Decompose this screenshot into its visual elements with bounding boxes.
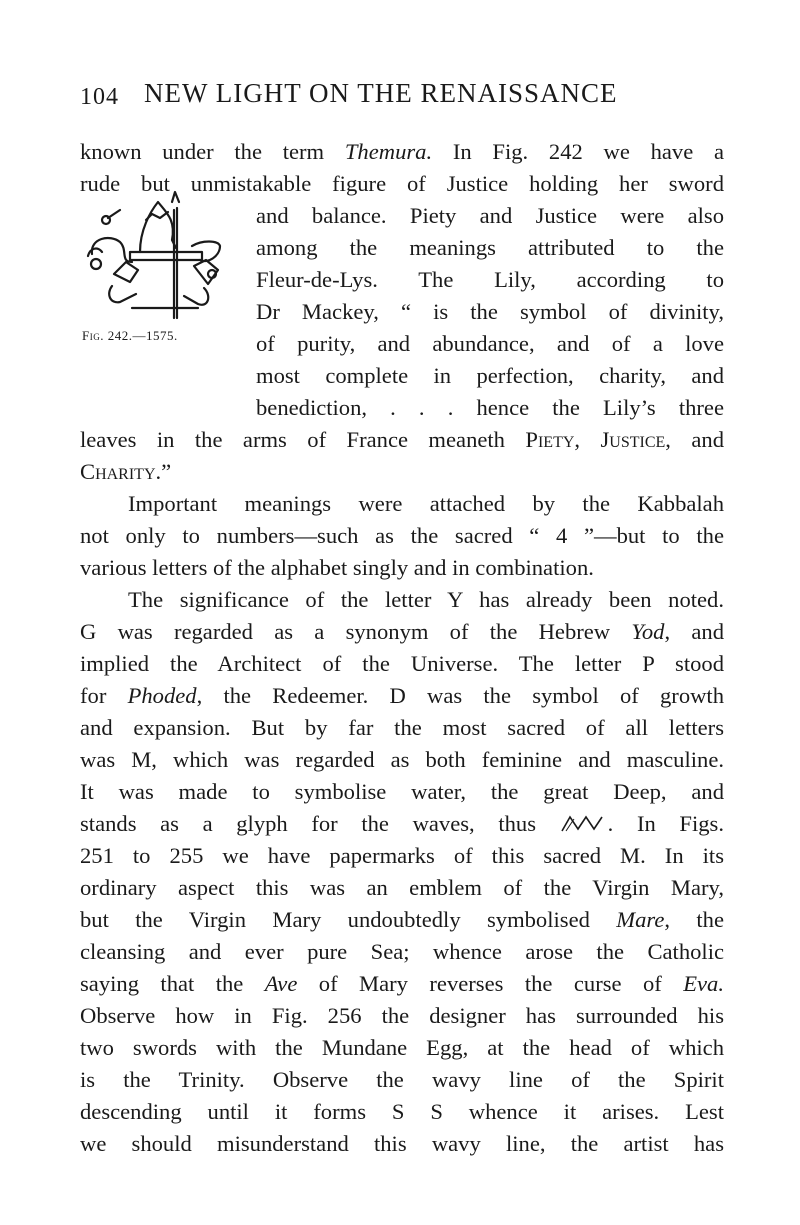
text-line: cleansing and ever pure Sea; whence arose the Catholic: [80, 939, 724, 964]
text-line: known under the term Themura. In Fig. 242 we have a: [80, 139, 724, 164]
text-line: It was made to symbolise water, the great Deep, and: [80, 779, 724, 804]
text-line: not only to numbers—such as the sacred “ 4 ”—but to the: [80, 523, 724, 548]
wave-glyph-icon: [560, 813, 608, 833]
text-line: Fleur-de-Lys. The Lily, according to: [256, 267, 724, 292]
text-line: leaves in the arms of France meaneth Piety, Justice, and: [80, 427, 725, 452]
figure-caption: Fig. 242.—1575.: [82, 328, 178, 343]
text-line: is the Trinity. Observe the wavy line of the Spirit: [80, 1067, 724, 1092]
text-line: Dr Mackey, “ is the symbol of divinity,: [256, 299, 724, 324]
text-line: we should misunderstand this wavy line, the artist has: [80, 1131, 724, 1156]
text-line: of purity, and abundance, and of a love: [256, 331, 724, 356]
text-line: saying that the Ave of Mary reverses the curse of Eva.: [80, 971, 724, 996]
page-number: 104: [80, 84, 119, 110]
text-line: among the meanings attributed to the: [256, 235, 724, 260]
text-line: but the Virgin Mary undoubtedly symbolised Mare, the: [80, 907, 724, 932]
text-line: implied the Architect of the Universe. The letter P stood: [80, 651, 724, 676]
text-line: rude but unmistakable figure of Justice holding her sword: [80, 171, 724, 196]
text-line: Important meanings were attached by the Kabbalah: [128, 491, 724, 516]
text-line: 251 to 255 we have papermarks of this sacred M. In its: [80, 843, 724, 868]
text-line: most complete in perfection, charity, and: [256, 363, 724, 388]
text-line: The significance of the letter Y has already been noted.: [128, 587, 724, 612]
text-line: benediction, . . . hence the Lily’s three: [256, 395, 724, 420]
text-line: descending until it forms S S whence it arises. Lest: [80, 1099, 724, 1124]
running-head: [80, 78, 700, 118]
text-line: Observe how in Fig. 256 the designer has surrounded his: [80, 1003, 724, 1028]
body-text: [80, 136, 724, 1160]
text-line: and balance. Piety and Justice were also: [256, 203, 724, 228]
text-line: Charity.”: [80, 459, 172, 484]
text-line: various letters of the alphabet singly and in combination.: [80, 555, 594, 580]
text-line: for Phoded, the Redeemer. D was the symbol of growth: [80, 683, 725, 708]
text-line: G was regarded as a synonym of the Hebrew Yod, and: [80, 619, 724, 644]
text-line: two swords with the Mundane Egg, at the head of which: [80, 1035, 724, 1060]
text-line: was M, which was regarded as both feminine and masculine.: [80, 747, 724, 772]
text-line: ordinary aspect this was an emblem of the Virgin Mary,: [80, 875, 724, 900]
running-title: NEW LIGHT ON THE RENAISSANCE: [144, 78, 618, 108]
text-line: stands as a glyph for the waves, thus . In Figs.: [80, 811, 724, 836]
text-line: and expansion. But by far the most sacred of all letters: [80, 715, 724, 740]
